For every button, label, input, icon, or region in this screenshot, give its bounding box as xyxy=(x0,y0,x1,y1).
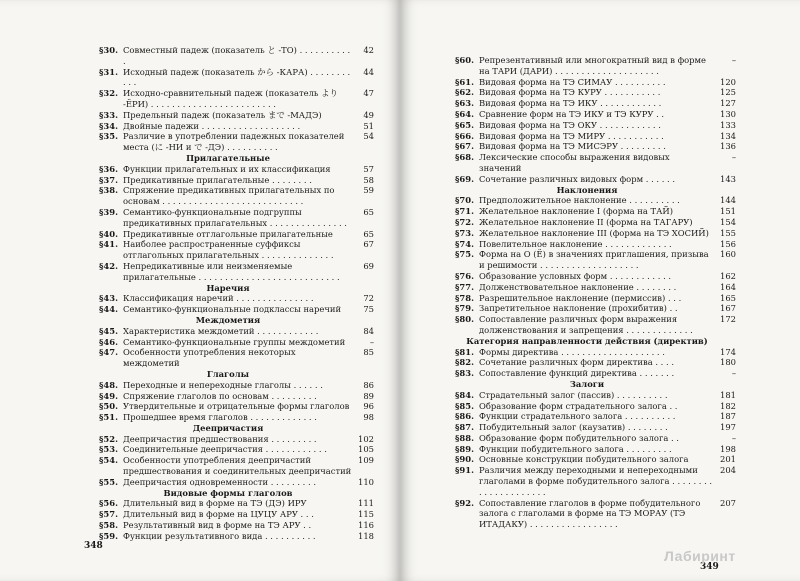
labirint-watermark: Лабиринт xyxy=(664,548,736,564)
entry-title: Деепричастия одновременности . . . . . . . . . xyxy=(123,476,316,487)
section-number: §50. xyxy=(99,401,118,412)
entry-title: Утвердительные и отрицательные формы глаголов xyxy=(123,401,350,412)
entry-title: Повелительное наклонение . . . . . . . . . . . . . xyxy=(479,238,672,249)
entry-page: 130 xyxy=(720,108,736,119)
entry-page: 154 xyxy=(720,216,736,227)
entry-title: Побудительный залог (каузатив) . . . . . . . . xyxy=(479,422,668,433)
section-heading: Категория направленности действия (директив) xyxy=(466,335,708,346)
toc-entry xyxy=(82,185,374,207)
entry-page: 58 xyxy=(363,174,374,185)
toc-entry xyxy=(82,88,374,110)
entry-title: Сочетание различных форм директива . . . . xyxy=(479,357,674,368)
entry-page: 144 xyxy=(720,195,736,206)
section-number: §80. xyxy=(455,314,474,325)
section-number: §79. xyxy=(455,303,474,314)
entry-title: Видовая форма на ТЭ СИМАУ . . . . . . . . . . xyxy=(479,76,666,87)
section-number: §36. xyxy=(99,163,118,174)
entry-title: Функции прилагательных и их классификация xyxy=(123,163,331,174)
section-number: §83. xyxy=(455,368,474,379)
entry-page: 57 xyxy=(363,163,374,174)
entry-page: 59 xyxy=(363,185,374,196)
entry-page: 143 xyxy=(720,173,736,184)
section-number: §55. xyxy=(99,476,118,487)
entry-title: Сопоставление функций директива . . . . . . . xyxy=(479,368,675,379)
toc-entry xyxy=(438,87,736,98)
entry-title: Длительный вид в форме на ТЭ (ДЭ) ИРУ xyxy=(123,498,307,509)
toc-entry xyxy=(438,98,736,109)
entry-page: 96 xyxy=(363,401,374,412)
toc-entry xyxy=(82,498,374,509)
section-number: §52. xyxy=(99,433,118,444)
entry-title: Сопоставление различных форм выражения долженствования и запрещения . . . . . . . . . . . . . xyxy=(479,314,693,335)
entry-page: 120 xyxy=(720,76,736,87)
section-number: §37. xyxy=(99,174,118,185)
entry-title: Характеристика междометий . . . . . . . . . . . . xyxy=(123,325,319,336)
section-number: §54. xyxy=(99,455,118,466)
entry-title: Основные конструкции побудительного залога xyxy=(479,454,689,465)
entry-title: Семантико-функциональные подгруппы предикативных прилагательных . . . . . . . . . . . . . . . xyxy=(123,206,347,228)
entry-page: 67 xyxy=(363,239,374,250)
section-heading: Деепричастия xyxy=(192,422,264,433)
entry-title: Функции побудительного залога . . . . . . . . . xyxy=(479,443,672,454)
toc-entry xyxy=(82,164,374,175)
toc-entry xyxy=(82,293,374,304)
section-number: §63. xyxy=(455,98,474,109)
right-page-number: 349 xyxy=(700,562,719,572)
toc-entry xyxy=(438,217,736,228)
section-number: §45. xyxy=(99,325,118,336)
section-number: §46. xyxy=(99,336,118,347)
section-number: §49. xyxy=(99,390,118,401)
toc-entry xyxy=(82,531,374,542)
entry-page: 116 xyxy=(358,520,374,531)
entry-page: 133 xyxy=(720,119,736,130)
entry-title: Функции результативного вида . . . . . . . . . . xyxy=(123,530,316,541)
entry-page: 85 xyxy=(363,347,374,358)
toc-entry xyxy=(82,520,374,531)
section-heading: Междометия xyxy=(195,314,261,325)
entry-title: Репрезентативный или многократный вид в форме на ТАРИ (ДАРИ) . . . . . . . . . . . . . . . . . . . . xyxy=(479,55,706,76)
entry-title: Разрешительное наклонение (пермиссив) . . . xyxy=(479,292,682,303)
entry-title: Образование форм побудительного залога . . xyxy=(479,432,679,443)
toc-entry xyxy=(82,121,374,132)
toc-entry xyxy=(438,411,736,422)
entry-page: 204 xyxy=(720,465,736,476)
entry-title: Непредикативные или неизменяемые прилагательные . . . . . . . . . . . . . . . . . . . . . . . . . . . xyxy=(123,260,340,282)
section-number: §35. xyxy=(99,131,118,142)
toc-entry xyxy=(438,303,736,314)
entry-page: 197 xyxy=(720,422,736,433)
entry-page: 201 xyxy=(720,454,736,465)
entry-title: Формы директива . . . . . . . . . . . . . . . . . . . . xyxy=(479,346,665,357)
entry-page: 75 xyxy=(363,304,374,315)
entry-title: Предикативные отглагольные прилагательные xyxy=(123,228,333,239)
entry-title: Особенности употребления некоторых междометий xyxy=(123,347,296,369)
entry-title: Страдательный залог (пассив) . . . . . . . . . . xyxy=(479,389,668,400)
toc-entry xyxy=(438,282,736,293)
section-number: §77. xyxy=(455,281,474,292)
entry-title: Соединительные деепричастия . . . . . . . . . . . . xyxy=(123,444,327,455)
left-toc xyxy=(82,45,374,542)
section-number: §56. xyxy=(99,498,118,509)
section-heading: Наклонения xyxy=(556,184,618,195)
section-number: §43. xyxy=(99,293,118,304)
section-number: §75. xyxy=(455,249,474,260)
section-number: §68. xyxy=(455,152,474,163)
entry-page: 109 xyxy=(358,455,374,466)
toc-entry xyxy=(438,249,736,271)
right-page xyxy=(400,0,800,581)
entry-page: 105 xyxy=(358,444,374,455)
toc-entry xyxy=(82,131,374,153)
entry-page: 182 xyxy=(720,400,736,411)
entry-page: 111 xyxy=(358,498,374,509)
entry-title: Семантико-функциональные группы междометий xyxy=(123,336,346,347)
entry-page: 118 xyxy=(358,530,374,541)
section-number: §85. xyxy=(455,400,474,411)
section-number: §69. xyxy=(455,173,474,184)
toc-entry xyxy=(438,498,736,530)
entry-title: Исходно-сравнительный падеж (показатель より -ЁРИ) . . . . . . . . . . . . . . . . . . . . . . . . xyxy=(123,88,338,109)
entry-title: Сравнение форм на ТЭ ИКУ и ТЭ КУРУ . . xyxy=(479,108,665,119)
entry-title: Предикативные прилагательные . . . . . . . . xyxy=(123,174,312,185)
entry-page: 42 xyxy=(363,45,374,55)
toc-entry xyxy=(438,401,736,412)
section-number: §67. xyxy=(455,141,474,152)
section-number: §72. xyxy=(455,216,474,227)
toc-entry xyxy=(438,347,736,358)
entry-page: 151 xyxy=(720,206,736,217)
right-toc xyxy=(438,55,736,530)
toc-entry xyxy=(438,131,736,142)
left-page-number: 348 xyxy=(84,541,103,551)
entry-page: – xyxy=(731,55,736,65)
entry-title: Образование форм страдательного залога . . xyxy=(479,400,678,411)
toc-entry xyxy=(82,239,374,261)
toc-entry xyxy=(82,434,374,445)
toc-entry xyxy=(438,422,736,433)
entry-page: 51 xyxy=(363,120,374,131)
entry-page: 86 xyxy=(363,379,374,390)
toc-entry xyxy=(438,293,736,304)
toc-entry xyxy=(82,477,374,488)
entry-title: Запретительное наклонение (прохибитив) . . xyxy=(479,303,678,314)
toc-entry xyxy=(438,454,736,465)
toc-entry xyxy=(438,314,736,336)
entry-page: – xyxy=(369,336,374,347)
toc-entry xyxy=(438,195,736,206)
section-number: §81. xyxy=(455,346,474,357)
entry-page: 89 xyxy=(363,390,374,401)
section-heading: Прилагательные xyxy=(186,152,270,163)
entry-title: Деепричастия предшествования . . . . . . . . . xyxy=(123,433,317,444)
entry-page: 172 xyxy=(720,314,736,325)
section-number: §38. xyxy=(99,185,118,196)
entry-page: 167 xyxy=(720,303,736,314)
section-number: §58. xyxy=(99,520,118,531)
entry-title: Лексические способы выражения видовых значений xyxy=(479,152,670,173)
section-number: §53. xyxy=(99,444,118,455)
section-number: §31. xyxy=(99,66,118,77)
entry-page: 181 xyxy=(720,389,736,400)
toc-entry xyxy=(82,380,374,391)
toc-entry xyxy=(438,174,736,185)
toc-entry xyxy=(438,357,736,368)
entry-page: 136 xyxy=(720,141,736,152)
toc-entry xyxy=(82,175,374,186)
section-number: §73. xyxy=(455,227,474,238)
entry-title: Двойные падежи . . . . . . . . . . . . . . . . . . . xyxy=(123,120,301,131)
toc-entry xyxy=(438,228,736,239)
toc-entry xyxy=(82,337,374,348)
section-number: §62. xyxy=(455,87,474,98)
entry-title: Спряжение глаголов по основам . . . . . . . . . xyxy=(123,390,317,401)
section-heading: Наречия xyxy=(206,282,250,293)
entry-page: – xyxy=(731,152,736,163)
entry-title: Функции страдательного залога . . . . . . . . . . xyxy=(479,411,676,422)
entry-page: 84 xyxy=(363,325,374,336)
entry-page: 160 xyxy=(720,249,736,260)
entry-page: 72 xyxy=(363,293,374,304)
entry-title: Результативный вид в форме на ТЭ АРУ . . xyxy=(123,520,312,531)
entry-page: 198 xyxy=(720,443,736,454)
entry-page: 110 xyxy=(358,476,374,487)
section-number: §87. xyxy=(455,422,474,433)
section-number: §59. xyxy=(99,530,118,541)
entry-title: Видовая форма на ТЭ ИКУ . . . . . . . . . . . . xyxy=(479,98,662,109)
entry-title: Долженствовательное наклонение . . . . . . . . xyxy=(479,281,677,292)
entry-page: 65 xyxy=(363,228,374,239)
entry-title: Различие в употреблении падежных показателей места (に -НИ и で -ДЭ) . . . . . . . . . . xyxy=(123,131,345,153)
section-number: §40. xyxy=(99,228,118,239)
entry-page: 98 xyxy=(363,412,374,423)
entry-title: Видовая форма на ТЭ МИРУ . . . . . . . . . . . xyxy=(479,130,664,141)
section-number: §39. xyxy=(99,206,118,217)
entry-page: 187 xyxy=(720,411,736,422)
entry-title: Совместный падеж (показатель と -ТО) . . . . . . . . . . . xyxy=(123,45,351,66)
section-number: §76. xyxy=(455,270,474,281)
section-number: §64. xyxy=(455,108,474,119)
section-number: §41. xyxy=(99,239,118,250)
section-number: §71. xyxy=(455,206,474,217)
toc-entry xyxy=(82,412,374,423)
entry-page: 54 xyxy=(363,131,374,142)
toc-entry xyxy=(438,109,736,120)
entry-title: Наиболее распространенные суффиксы отглагольных прилагательных . . . . . . . . . . . . . . xyxy=(123,239,334,261)
entry-page: 69 xyxy=(363,260,374,271)
section-number: §57. xyxy=(99,509,118,520)
entry-page: 134 xyxy=(720,130,736,141)
entry-title: Сочетание различных видовых форм . . . . . . xyxy=(479,173,676,184)
toc-entry xyxy=(438,120,736,131)
entry-page: 162 xyxy=(720,270,736,281)
section-number: §82. xyxy=(455,357,474,368)
entry-page: 49 xyxy=(363,109,374,120)
section-number: §33. xyxy=(99,109,118,120)
section-number: §30. xyxy=(99,45,118,55)
section-number: §70. xyxy=(455,195,474,206)
section-number: §32. xyxy=(99,88,118,99)
toc-entry xyxy=(438,239,736,250)
entry-title: Видовая форма на ТЭ ОКУ . . . . . . . . . . . . xyxy=(479,119,661,130)
entry-page: 125 xyxy=(720,87,736,98)
entry-title: Образование условных форм . . . . . . . . . . . . xyxy=(479,270,672,281)
entry-title: Различия между переходными и непереходными глаголами в форме побудительного залога . . . . . . . . . . . . . . . . . . . . . xyxy=(479,465,713,497)
entry-page: 207 xyxy=(720,497,736,508)
section-number: §89. xyxy=(455,443,474,454)
entry-page: 127 xyxy=(720,98,736,109)
toc-entry xyxy=(438,390,736,401)
toc-entry xyxy=(82,67,374,89)
entry-title: Спряжение предикативных прилагательных по основам . . . . . . . . . . . . . . . . . . . . . . . . . . . xyxy=(123,185,335,207)
entry-title: Желательное наклонение II (форма на ТАГАРУ) xyxy=(479,216,693,227)
section-number: §60. xyxy=(455,55,474,65)
entry-page: 102 xyxy=(358,433,374,444)
entry-title: Переходные и непереходные глаголы . . . . . . xyxy=(123,379,323,390)
toc-entry xyxy=(82,347,374,369)
section-number: §91. xyxy=(455,465,474,476)
toc-entry xyxy=(438,368,736,379)
toc-entry xyxy=(438,152,736,174)
entry-title: Видовая форма на ТЭ МИСЭРУ . . . . . . . . . xyxy=(479,141,666,152)
toc-entry xyxy=(82,45,374,67)
toc-entry xyxy=(82,304,374,315)
section-number: §90. xyxy=(455,454,474,465)
section-number: §42. xyxy=(99,260,118,271)
entry-title: Видовая форма на ТЭ КУРУ . . . . . . . . . . . xyxy=(479,87,661,98)
toc-entry xyxy=(82,509,374,520)
section-number: §61. xyxy=(455,76,474,87)
section-number: §86. xyxy=(455,411,474,422)
toc-entry xyxy=(82,455,374,477)
toc-entry xyxy=(438,465,736,497)
section-heading: Видовые формы глаголов xyxy=(163,487,293,498)
section-number: §65. xyxy=(455,119,474,130)
section-number: §47. xyxy=(99,347,118,358)
section-number: §34. xyxy=(99,120,118,131)
entry-title: Форма на О (Ё) в значениях приглашения, призыва и решимости . . . . . . . . . . . . . . . . . . . xyxy=(479,249,709,271)
entry-page: – xyxy=(731,432,736,443)
entry-title: Прошедшее время глаголов . . . . . . . . . . . . . xyxy=(123,412,317,423)
entry-page: 155 xyxy=(720,227,736,238)
toc-entry xyxy=(82,110,374,121)
section-number: §84. xyxy=(455,389,474,400)
section-number: §92. xyxy=(455,497,474,508)
toc-entry xyxy=(82,326,374,337)
entry-title: Сопоставление глаголов в форме побудительного залога с глаголами в форме на ТЭ МОРАУ (ТЭ ИТАДАКУ) . . . . . . . . . . . . . . . . . xyxy=(479,497,701,530)
entry-title: Желательное наклонение III (форма на ТЭ ХОСИЙ) xyxy=(479,227,709,238)
section-number: §74. xyxy=(455,238,474,249)
toc-entry xyxy=(438,433,736,444)
entry-title: Длительный вид в форме на ЦУЦУ АРУ . . . xyxy=(123,509,314,520)
entry-title: Предельный падеж (показатель まで -МАДЭ) xyxy=(123,109,322,120)
toc-entry xyxy=(438,206,736,217)
toc-entry xyxy=(438,271,736,282)
section-number: §88. xyxy=(455,432,474,443)
toc-entry xyxy=(438,444,736,455)
section-number: §78. xyxy=(455,292,474,303)
entry-title: Классификация наречий . . . . . . . . . . . . . . . xyxy=(123,293,314,304)
section-number: §51. xyxy=(99,412,118,423)
entry-title: Особенности употребления деепричастий предшествования и соединительных деепричастий xyxy=(123,455,352,477)
toc-entry xyxy=(438,141,736,152)
entry-page: – xyxy=(731,368,736,379)
entry-page: 115 xyxy=(358,509,374,520)
section-number: §66. xyxy=(455,130,474,141)
entry-title: Исходный падеж (показатель から -КАРА) . . . . . . . . . . . xyxy=(123,66,351,88)
entry-page: 165 xyxy=(720,292,736,303)
entry-title: Желательное наклонение I (форма на ТАЙ) xyxy=(479,206,673,217)
section-heading: Глаголы xyxy=(206,368,250,379)
section-number: §44. xyxy=(99,304,118,315)
toc-entry xyxy=(438,77,736,88)
toc-entry xyxy=(438,55,736,77)
entry-page: 44 xyxy=(363,66,374,77)
entry-page: 174 xyxy=(720,346,736,357)
entry-page: 47 xyxy=(363,88,374,99)
entry-page: 156 xyxy=(720,238,736,249)
toc-entry xyxy=(82,207,374,229)
section-heading: Залоги xyxy=(569,378,605,389)
toc-entry xyxy=(82,229,374,240)
section-number: §48. xyxy=(99,379,118,390)
entry-title: Семантико-функциональные подклассы наречий xyxy=(123,304,342,315)
entry-page: 65 xyxy=(363,206,374,217)
entry-title: Предположительное наклонение . . . . . . . . . . xyxy=(479,195,680,206)
entry-page: 180 xyxy=(720,357,736,368)
toc-entry xyxy=(82,391,374,402)
entry-page: 164 xyxy=(720,281,736,292)
toc-entry xyxy=(82,401,374,412)
toc-entry xyxy=(82,444,374,455)
toc-entry xyxy=(82,261,374,283)
